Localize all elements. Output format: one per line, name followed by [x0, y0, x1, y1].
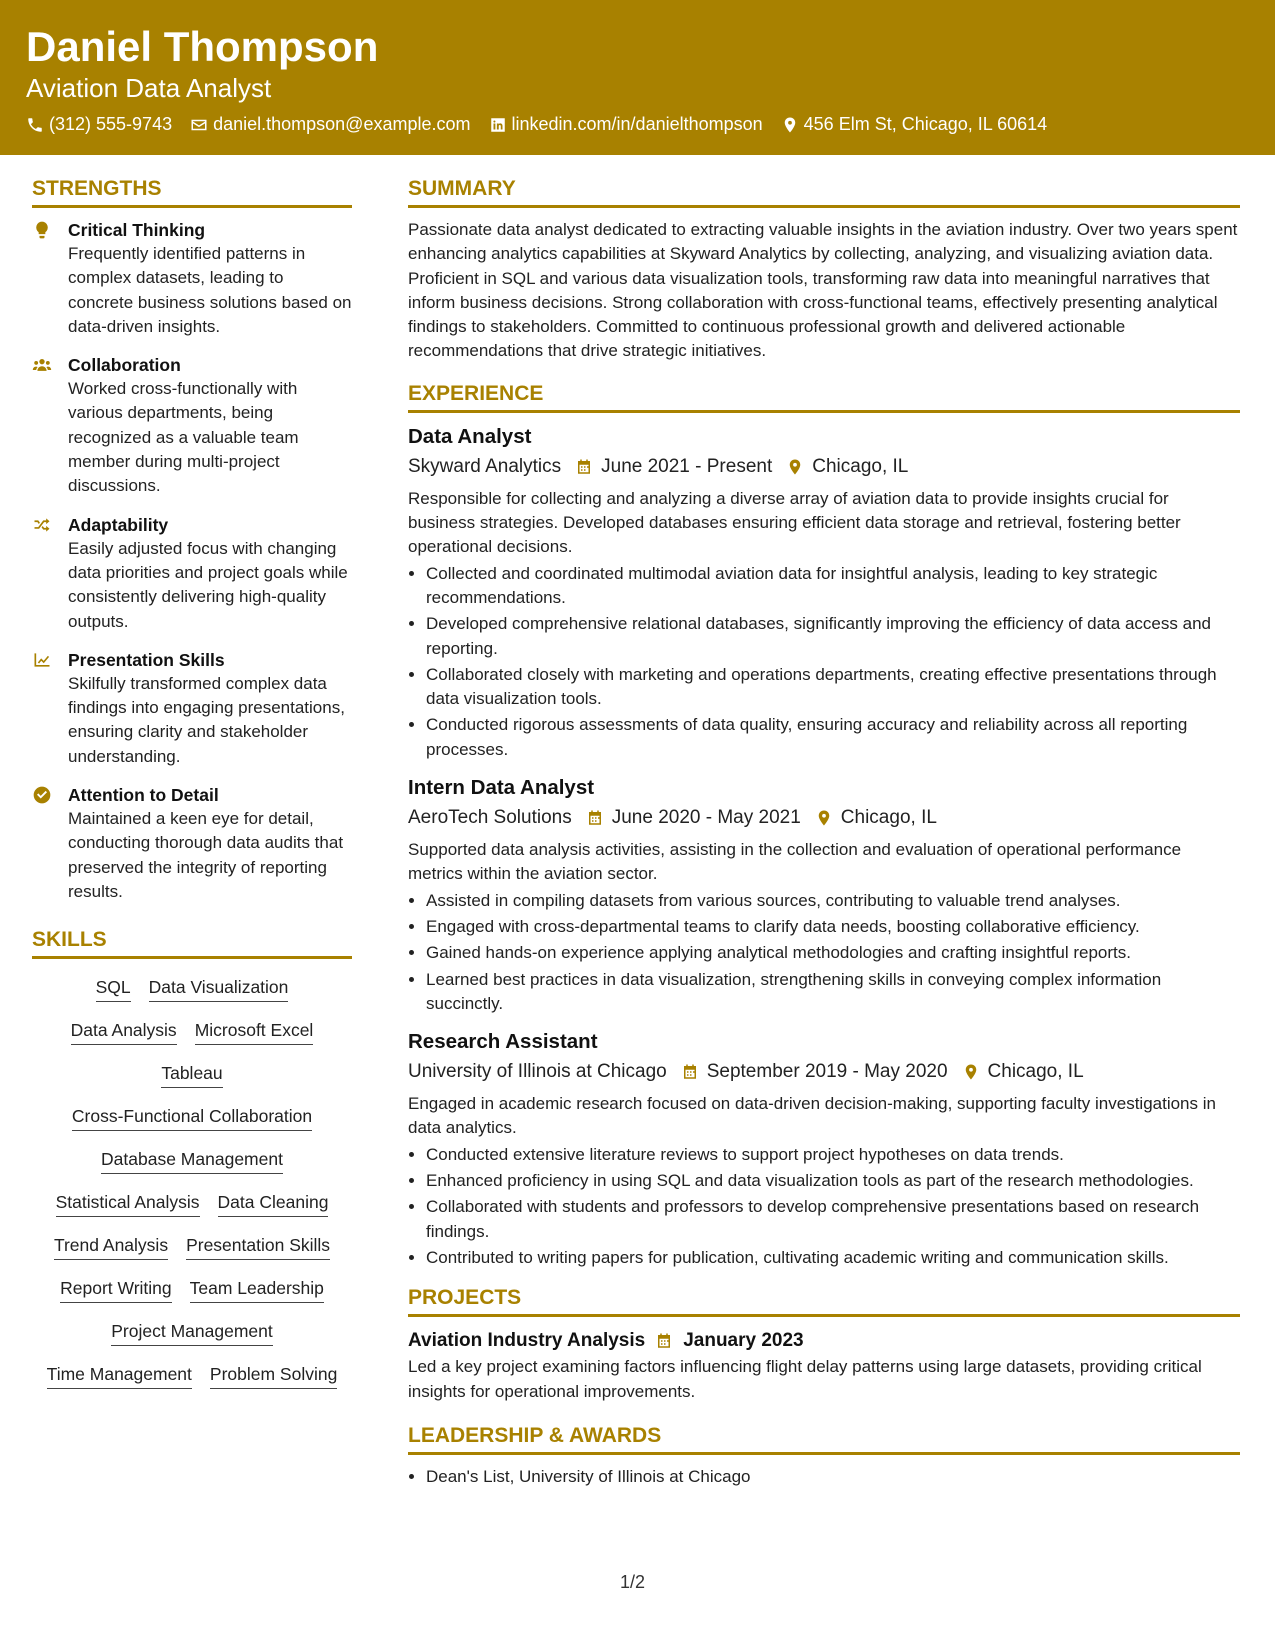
dates-text: June 2021 - Present	[601, 455, 773, 477]
left-column	[32, 175, 352, 1389]
project-title: Aviation Industry Analysis	[408, 1330, 646, 1352]
envelope-icon	[190, 116, 208, 134]
lightbulb-icon	[32, 220, 52, 240]
awards-heading: LEADERSHIP & AWARDS	[408, 1422, 1240, 1455]
bullet-item: • Learned best practices in data visualization, strengthening skills in conveying complex information succinctly.	[426, 968, 1240, 1017]
skills-heading: SKILLS	[32, 926, 352, 959]
calendar-icon	[655, 1332, 673, 1350]
page-number: 1/2	[620, 1572, 646, 1592]
strength-desc: Easily adjusted focus with changing data priorities and project goals while consistently delivering high-quality outputs.	[68, 538, 348, 631]
skill-tag: Microsoft Excel	[195, 1018, 314, 1045]
bullet-item: • Assisted in compiling datasets from various sources, contributing to valuable trend analyses.	[426, 889, 1240, 913]
address-text: 456 Elm St, Chicago, IL 60614	[803, 114, 1048, 134]
job-company	[408, 804, 572, 832]
strength-item	[32, 218, 352, 339]
strength-title: Adaptability	[68, 514, 169, 535]
calendar-icon	[681, 1063, 699, 1081]
job-bullets	[408, 562, 1240, 762]
location-text: Chicago, IL	[987, 1061, 1084, 1083]
chart-line-icon	[32, 650, 52, 670]
strength-desc: Skilfully transformed complex data findings into engaging presentations, ensuring clarity and stakeholder understanding.	[68, 673, 345, 766]
dates-text: September 2019 - May 2020	[706, 1061, 948, 1083]
strength-item	[32, 513, 352, 634]
project-header	[408, 1327, 1240, 1355]
job-bullets	[408, 889, 1240, 1016]
strength-item	[32, 353, 352, 498]
contact-address	[781, 114, 1047, 135]
contact-phone[interactable]	[26, 114, 172, 135]
skill-tag: SQL	[96, 975, 131, 1002]
right-column	[408, 175, 1240, 1491]
skill-tag: Database Management	[101, 1147, 283, 1174]
skills-list	[32, 975, 352, 1389]
job-bullets	[408, 1143, 1240, 1270]
linkedin-text: linkedin.com/in/danielthompson	[511, 114, 763, 134]
skill-tag: Data Visualization	[149, 975, 289, 1002]
experience-heading: EXPERIENCE	[408, 380, 1240, 413]
job-dates	[575, 453, 772, 481]
job-entry	[408, 774, 1240, 1016]
bullet-item: • Developed comprehensive relational databases, significantly improving the efficiency of data access and reporting.	[426, 612, 1240, 661]
bullet-item: • Conducted rigorous assessments of data quality, ensuring accuracy and reliability across all reporting processes.	[426, 713, 1240, 762]
location-text: Chicago, IL	[840, 807, 937, 829]
skill-tag: Statistical Analysis	[56, 1190, 200, 1217]
phone-text: (312) 555-9743	[49, 114, 173, 134]
skill-tag: Cross-Functional Collaboration	[72, 1104, 312, 1131]
awards-list	[408, 1465, 1240, 1489]
strength-desc: Worked cross-functionally with various departments, being recognized as a valuable team member during multi-project discussions.	[68, 379, 299, 496]
job-company	[408, 453, 561, 481]
strength-item	[32, 648, 352, 769]
calendar-icon	[575, 458, 593, 476]
strength-desc: Frequently identified patterns in complex datasets, leading to concrete business solutions based on data-driven insights.	[68, 244, 352, 336]
strength-item	[32, 783, 352, 904]
job-title: Data Analyst	[408, 424, 532, 448]
contact-linkedin[interactable]	[489, 114, 763, 135]
award-item: • Dean's List, University of Illinois at Chicago	[426, 1465, 1240, 1489]
skill-tag: Data Cleaning	[218, 1190, 329, 1217]
summary-text: Passionate data analyst dedicated to extracting valuable insights in the aviation industry. Over two years spent enhancing analytics capabilities at Skyward Analytics by collecting, analyzing, and visualizing aviation data. Proficient in SQL and various data visualization tools, transforming raw data into meaningful narratives that inform business decisions. Strong collaboration with cross-functional teams, effectively presenting analytical findings to stakeholders. Committed to continuous professional growth and delivered actionable recommendations that drive strategic initiatives.	[408, 220, 1238, 361]
map-pin-icon	[962, 1063, 980, 1081]
skill-tag: Presentation Skills	[186, 1233, 330, 1260]
job-location	[815, 804, 937, 832]
bullet-item: • Collaborated closely with marketing and operations departments, creating effective presentations through data visualization tools.	[426, 663, 1240, 712]
job-location	[962, 1058, 1084, 1086]
skill-tag: Project Management	[111, 1319, 272, 1346]
job-description: Engaged in academic research focused on data-driven decision-making, supporting faculty investigations in data analytics.	[408, 1094, 1216, 1138]
company-name: Skyward Analytics	[408, 455, 562, 477]
projects-heading: PROJECTS	[408, 1284, 1240, 1317]
bullet-item: • Collected and coordinated multimodal aviation data for insightful analysis, leading to key strategic recommendations.	[426, 562, 1240, 611]
bullet-item: • Collaborated with students and professors to develop comprehensive presentations based on research findings.	[426, 1195, 1240, 1244]
calendar-icon	[586, 809, 604, 827]
job-meta	[408, 453, 1240, 481]
phone-icon	[26, 116, 44, 134]
project-description: Led a key project examining factors influencing flight delay patterns using large datasets, providing critical insights for operational improvements.	[408, 1357, 1202, 1401]
skill-tag: Tableau	[161, 1061, 222, 1088]
contact-bar	[26, 114, 1249, 135]
job-dates	[681, 1058, 948, 1086]
map-pin-icon	[815, 809, 833, 827]
bullet-item: • Enhanced proficiency in using SQL and data visualization tools as part of the research methodologies.	[426, 1169, 1240, 1193]
strength-title: Presentation Skills	[68, 649, 225, 670]
skill-tag: Trend Analysis	[54, 1233, 168, 1260]
job-description: Responsible for collecting and analyzing a diverse array of aviation data to provide insights crucial for business strategies. Developed databases ensuring efficient data storage and retrieval, fostering better operational decisions.	[408, 488, 1181, 557]
strength-title: Attention to Detail	[68, 785, 219, 806]
skill-tag: Report Writing	[60, 1276, 172, 1303]
strengths-heading: STRENGTHS	[32, 175, 352, 208]
strength-title: Critical Thinking	[68, 220, 206, 240]
project-date: January 2023	[683, 1330, 804, 1352]
bullet-item: • Gained hands-on experience applying analytical methodologies and crafting insightful reports.	[426, 941, 1240, 965]
contact-email[interactable]	[190, 114, 470, 135]
job-description: Supported data analysis activities, assisting in the collection and evaluation of operational performance metrics within the aviation sector.	[408, 840, 1182, 884]
map-pin-icon	[786, 458, 804, 476]
job-dates	[586, 804, 801, 832]
job-company	[408, 1058, 667, 1086]
company-name: AeroTech Solutions	[408, 807, 572, 829]
skill-tag: Time Management	[47, 1362, 192, 1389]
skill-tag: Problem Solving	[210, 1362, 337, 1389]
resume-header	[0, 0, 1275, 155]
email-text: daniel.thompson@example.com	[213, 114, 471, 134]
company-name: University of Illinois at Chicago	[408, 1061, 667, 1083]
shuffle-icon	[32, 515, 52, 535]
job-entry	[408, 423, 1240, 762]
skill-tag: Data Analysis	[71, 1018, 177, 1045]
map-pin-icon	[781, 116, 799, 134]
strength-desc: Maintained a keen eye for detail, conducting thorough data audits that preserved the integrity of reporting results.	[68, 809, 344, 901]
job-title: Research Assistant	[408, 1030, 598, 1054]
candidate-title: Aviation Data Analyst	[26, 73, 272, 103]
job-meta	[408, 1058, 1240, 1086]
bullet-item: • Conducted extensive literature reviews to support project hypotheses on data trends.	[426, 1143, 1240, 1167]
linkedin-icon	[489, 116, 507, 134]
skill-tag: Team Leadership	[190, 1276, 324, 1303]
bullet-item: • Engaged with cross-departmental teams to clarify data needs, boosting collaborative efficiency.	[426, 915, 1240, 939]
summary-heading: SUMMARY	[408, 175, 1240, 208]
strength-title: Collaboration	[68, 355, 181, 376]
bullet-item: • Contributed to writing papers for publication, cultivating academic writing and communication skills.	[426, 1246, 1240, 1270]
job-meta	[408, 804, 1240, 832]
candidate-name: Daniel Thompson	[26, 23, 379, 70]
check-circle-icon	[32, 785, 52, 805]
location-text: Chicago, IL	[812, 455, 909, 477]
users-icon	[32, 355, 52, 375]
dates-text: June 2020 - May 2021	[611, 807, 801, 829]
job-title: Intern Data Analyst	[408, 776, 595, 800]
job-entry	[408, 1028, 1240, 1270]
job-location	[786, 453, 908, 481]
